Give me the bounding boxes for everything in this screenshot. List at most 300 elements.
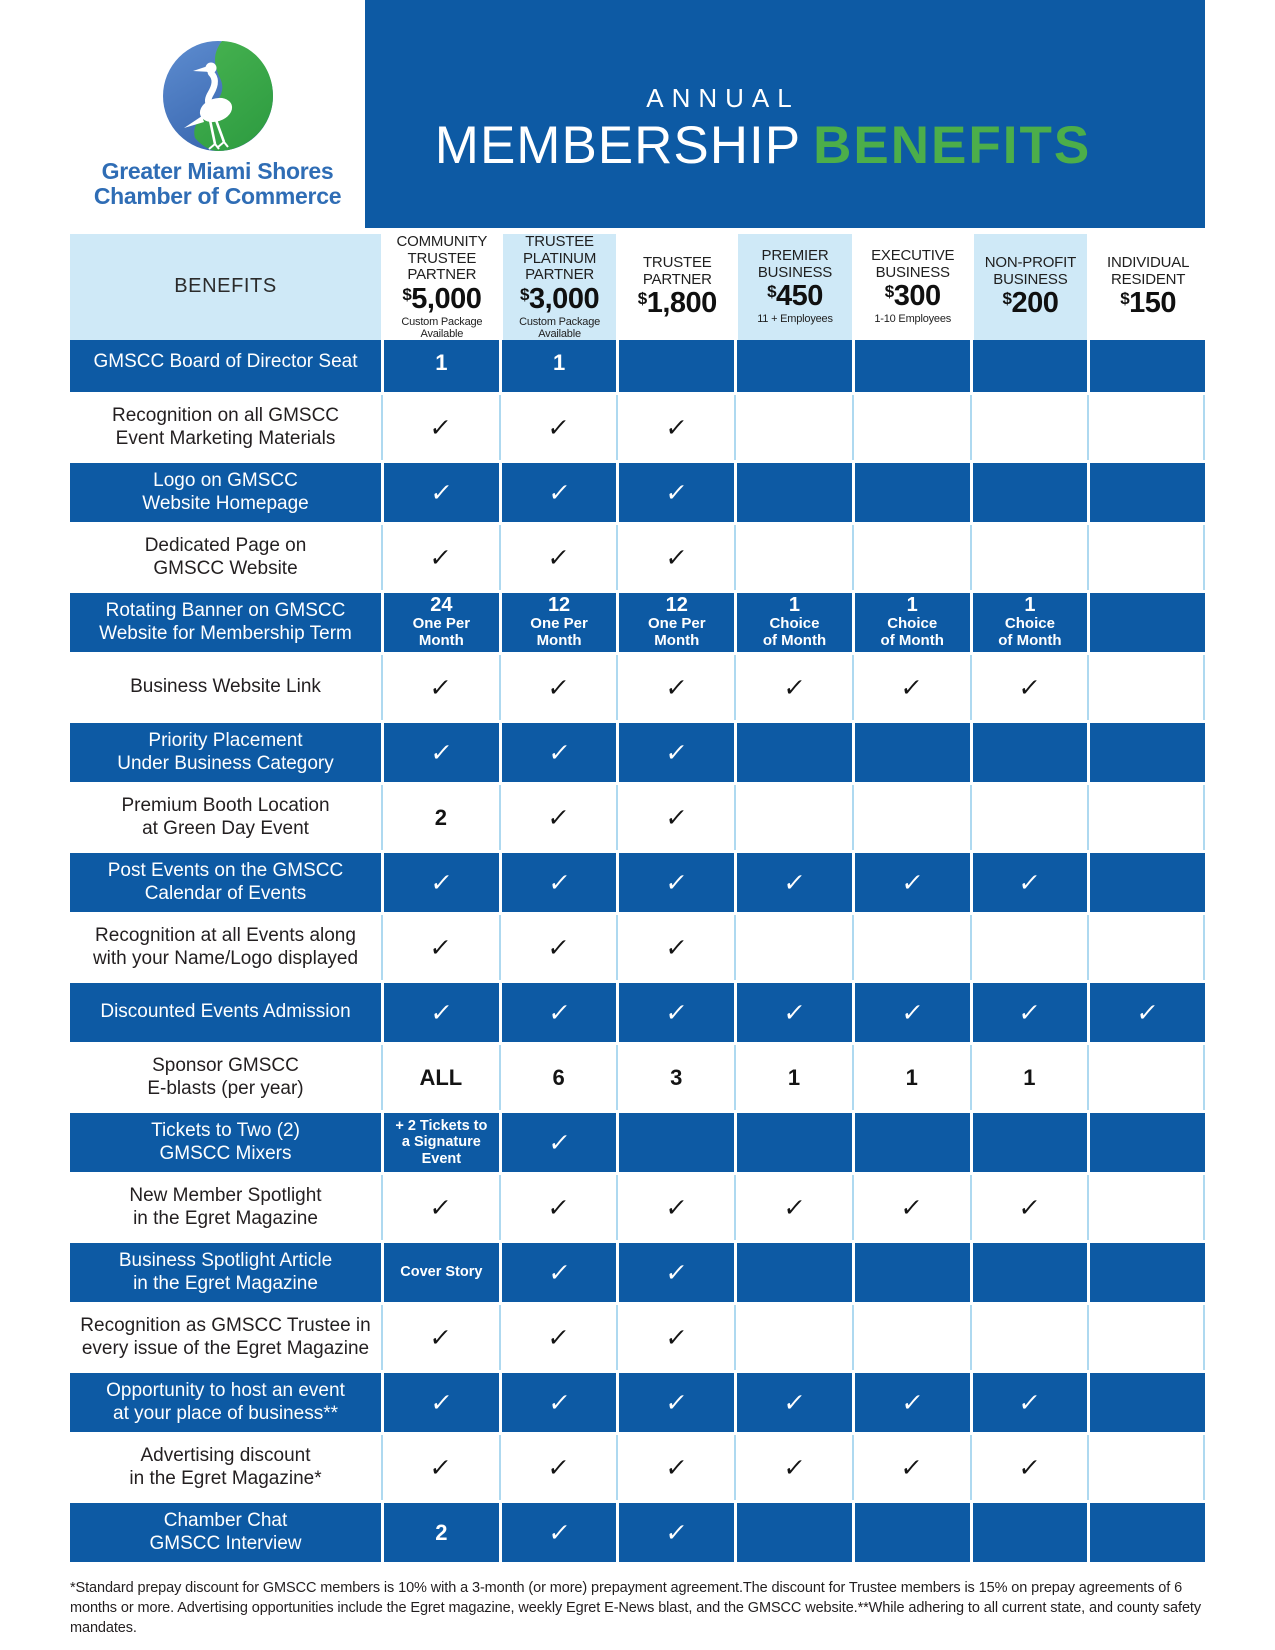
benefit-label-line: in the Egret Magazine	[133, 1207, 318, 1229]
check-cell	[499, 1305, 617, 1370]
benefit-label-line: Chamber Chat	[163, 1510, 288, 1532]
value-cell	[381, 333, 499, 392]
value-cell	[616, 593, 734, 652]
value-cell	[852, 593, 970, 652]
check-icon: ✓	[428, 478, 454, 507]
column-note: Custom Package Available	[401, 315, 483, 340]
benefit-label	[70, 655, 381, 720]
empty-cell	[616, 1113, 734, 1172]
check-icon: ✓	[663, 1193, 689, 1222]
empty-cell	[1087, 395, 1205, 460]
cell-value-line: One Per	[648, 615, 706, 633]
check-cell	[616, 1305, 734, 1370]
value-cell	[970, 593, 1088, 652]
check-cell	[616, 1175, 734, 1240]
empty-cell	[852, 1243, 970, 1302]
empty-cell	[1087, 723, 1205, 782]
check-cell	[381, 525, 499, 590]
column-name-line: PARTNER	[642, 270, 712, 288]
cell-value-line: of Month	[762, 632, 827, 649]
check-cell	[381, 463, 499, 522]
check-icon: ✓	[546, 868, 572, 897]
check-icon: ✓	[546, 1323, 572, 1352]
benefit-label-line: Business Website Link	[130, 676, 321, 698]
benefit-label	[70, 1435, 381, 1500]
cell-value-line: 1	[435, 349, 448, 375]
check-cell	[499, 1175, 617, 1240]
cell-value-line: 1	[905, 1064, 918, 1090]
check-icon: ✓	[546, 1258, 572, 1287]
value-cell	[734, 593, 852, 652]
cell-value-line: One Per	[412, 615, 471, 633]
check-icon: ✓	[664, 1518, 690, 1547]
currency-symbol: $	[637, 289, 647, 309]
check-cell	[616, 983, 734, 1042]
benefit-label-line: E-blasts (per year)	[147, 1077, 304, 1099]
check-cell	[381, 853, 499, 912]
benefit-label	[70, 853, 381, 912]
benefit-row	[70, 1500, 1205, 1565]
check-cell	[499, 1373, 617, 1432]
cell-value-line: Month	[536, 632, 582, 649]
benefit-label-line: Website Homepage	[142, 492, 309, 514]
check-cell	[734, 1373, 852, 1432]
column-header-5	[852, 234, 970, 340]
column-name-line: BUSINESS	[875, 263, 950, 281]
cell-value	[905, 1064, 918, 1090]
benefit-row	[70, 1045, 1205, 1110]
benefit-row	[70, 785, 1205, 850]
benefit-row	[70, 395, 1205, 460]
benefit-label-line: Recognition as GMSCC Trustee in	[80, 1315, 371, 1337]
column-header-1	[381, 234, 499, 340]
empty-cell	[734, 1503, 852, 1562]
benefit-label-line: at Green Day Event	[142, 817, 309, 839]
empty-cell	[734, 333, 852, 392]
banner-eyebrow: ANNUAL	[646, 82, 800, 113]
column-name-line: BUSINESS	[757, 263, 833, 281]
currency-symbol: $	[884, 282, 894, 302]
check-cell	[852, 983, 970, 1042]
banner-title-benefits: BENEFITS	[813, 115, 1092, 175]
cell-value	[435, 1519, 448, 1545]
column-name	[523, 234, 596, 284]
check-icon: ✓	[664, 998, 690, 1027]
check-icon: ✓	[428, 1453, 454, 1482]
check-icon: ✓	[899, 998, 925, 1027]
check-cell	[616, 853, 734, 912]
check-icon: ✓	[546, 673, 572, 702]
check-cell	[616, 655, 734, 720]
benefit-label-line: Logo on GMSCC	[153, 470, 298, 492]
value-cell	[381, 1503, 499, 1562]
benefit-label	[70, 1243, 381, 1302]
check-cell	[852, 655, 970, 720]
value-cell	[734, 1045, 852, 1110]
check-icon: ✓	[428, 673, 454, 702]
cell-value	[648, 595, 706, 650]
cell-value-line: Month	[418, 632, 464, 649]
benefit-label-line: Premium Booth Location	[121, 795, 330, 817]
check-icon: ✓	[546, 738, 572, 767]
cell-value-line: Cover Story	[400, 1264, 483, 1281]
cell-value-line: One Per	[530, 615, 588, 633]
empty-cell	[970, 723, 1088, 782]
benefit-label-line: GMSCC Interview	[149, 1532, 302, 1554]
benefit-label-line: Discounted Events Admission	[100, 1001, 351, 1023]
benefit-label-line: New Member Spotlight	[129, 1185, 322, 1207]
currency-symbol: $	[402, 284, 412, 304]
cell-value-line: Event	[421, 1150, 462, 1167]
check-icon: ✓	[664, 478, 690, 507]
check-icon: ✓	[1017, 998, 1043, 1027]
column-name-line: TRUSTEE	[525, 233, 594, 250]
check-icon: ✓	[899, 1453, 925, 1482]
column-name	[643, 255, 712, 288]
check-cell	[616, 1503, 734, 1562]
benefit-row	[70, 460, 1205, 525]
cell-value	[413, 595, 471, 650]
check-icon: ✓	[546, 1193, 572, 1222]
check-cell	[381, 1435, 499, 1500]
empty-cell	[1087, 915, 1205, 980]
check-icon: ✓	[1016, 673, 1042, 702]
empty-cell	[852, 463, 970, 522]
check-cell	[734, 655, 852, 720]
value-cell	[616, 1045, 734, 1110]
benefit-label-line: GMSCC Mixers	[159, 1142, 292, 1164]
empty-cell	[852, 785, 970, 850]
check-cell	[852, 853, 970, 912]
benefit-label-line: at your place of business**	[113, 1402, 338, 1424]
empty-cell	[970, 1113, 1088, 1172]
check-icon: ✓	[428, 933, 454, 962]
benefit-label-line: Recognition at all Events along	[95, 925, 356, 947]
cell-value-line: ALL	[419, 1064, 463, 1090]
benefit-row	[70, 980, 1205, 1045]
check-icon: ✓	[546, 933, 572, 962]
check-cell	[970, 983, 1088, 1042]
empty-cell	[1087, 655, 1205, 720]
logo-name-line2: Chamber of Commerce	[93, 182, 342, 209]
cell-value-line: 1	[906, 594, 918, 617]
check-icon: ✓	[781, 1388, 808, 1417]
check-icon: ✓	[546, 1128, 572, 1157]
column-header-7	[1087, 234, 1205, 340]
benefit-label	[70, 395, 381, 460]
benefit-label	[70, 915, 381, 980]
check-icon: ✓	[546, 543, 572, 572]
check-cell	[499, 915, 617, 980]
logo-wordmark	[94, 159, 341, 208]
cell-value	[400, 1264, 482, 1280]
benefit-label-line: Opportunity to host an event	[106, 1380, 345, 1402]
check-cell	[616, 1373, 734, 1432]
benefit-row	[70, 850, 1205, 915]
column-name-line: RESIDENT	[1111, 270, 1186, 288]
cell-value-line: 3	[670, 1064, 683, 1090]
check-icon: ✓	[546, 998, 572, 1027]
benefits-column-header: BENEFITS	[70, 234, 381, 340]
benefit-label-line: Recognition on all GMSCC	[111, 405, 340, 427]
value-cell	[852, 1045, 970, 1110]
column-name	[871, 248, 954, 281]
cell-value-line: 1	[1024, 594, 1036, 617]
check-cell	[381, 395, 499, 460]
check-icon: ✓	[663, 673, 689, 702]
empty-cell	[1087, 1503, 1205, 1562]
benefit-label-line: Post Events on the GMSCC	[107, 860, 344, 882]
currency-symbol: $	[520, 284, 529, 304]
header-banner	[365, 0, 1205, 228]
benefit-label	[70, 723, 381, 782]
check-icon: ✓	[663, 933, 689, 962]
benefit-row	[70, 1110, 1205, 1175]
check-icon: ✓	[781, 868, 808, 897]
empty-cell	[852, 333, 970, 392]
check-cell	[852, 1175, 970, 1240]
empty-cell	[1087, 1243, 1205, 1302]
check-icon: ✓	[428, 1388, 454, 1417]
check-icon: ✓	[899, 1193, 925, 1222]
empty-cell	[616, 333, 734, 392]
column-note: Custom Package Available	[519, 315, 601, 340]
check-cell	[616, 1243, 734, 1302]
banner-title	[434, 115, 1092, 175]
empty-cell	[852, 1113, 970, 1172]
empty-cell	[734, 463, 852, 522]
empty-cell	[970, 1503, 1088, 1562]
benefit-label-line: with your Name/Logo displayed	[92, 947, 359, 969]
cell-value-line: Choice	[1004, 615, 1055, 633]
table-header-row	[70, 233, 1205, 340]
check-icon: ✓	[428, 998, 454, 1027]
banner-title-membership: MEMBERSHIP	[434, 115, 802, 175]
benefit-label-line: Website for Membership Term	[99, 622, 352, 644]
cell-value-line: 12	[665, 594, 688, 617]
benefit-label-line: Event Marketing Materials	[115, 427, 336, 449]
check-cell	[499, 1243, 617, 1302]
column-note: 11 + Employees	[757, 313, 833, 326]
empty-cell	[1087, 785, 1205, 850]
cell-value-line: 6	[552, 1064, 565, 1090]
benefit-label	[70, 1503, 381, 1562]
benefit-row	[70, 1435, 1205, 1500]
column-name	[1107, 255, 1189, 288]
cell-value	[419, 1064, 463, 1090]
column-price: $150	[1120, 287, 1177, 320]
value-cell	[381, 785, 499, 850]
check-cell	[616, 463, 734, 522]
column-name-line: PARTNER	[407, 266, 477, 283]
empty-cell	[852, 915, 970, 980]
check-icon: ✓	[428, 1193, 454, 1222]
benefit-label	[70, 463, 381, 522]
benefit-label-line: Tickets to Two (2)	[151, 1120, 300, 1142]
benefit-label-line: GMSCC Board of Director Seat	[93, 351, 358, 373]
column-header-6	[970, 234, 1088, 340]
value-cell	[970, 1045, 1088, 1110]
check-cell	[734, 1435, 852, 1500]
column-header-3	[616, 234, 734, 340]
cell-value-line: + 2 Tickets to	[395, 1118, 488, 1135]
benefit-label-line: Dedicated Page on	[144, 535, 307, 557]
check-icon: ✓	[546, 1388, 572, 1417]
check-icon: ✓	[546, 413, 572, 442]
check-cell	[970, 1175, 1088, 1240]
cell-value	[530, 595, 588, 650]
check-icon: ✓	[546, 1453, 572, 1482]
empty-cell	[970, 463, 1088, 522]
empty-cell	[734, 1243, 852, 1302]
check-cell	[734, 983, 852, 1042]
check-cell	[734, 853, 852, 912]
check-icon: ✓	[664, 738, 690, 767]
empty-cell	[970, 395, 1088, 460]
benefit-row	[70, 655, 1205, 720]
empty-cell	[970, 333, 1088, 392]
empty-cell	[970, 1243, 1088, 1302]
empty-cell	[970, 525, 1088, 590]
benefits-table	[70, 234, 1205, 1565]
empty-cell	[1087, 1045, 1205, 1110]
benefit-label-line: Business Spotlight Article	[118, 1250, 333, 1272]
empty-cell	[852, 723, 970, 782]
cell-value-line: Choice	[769, 615, 820, 633]
check-cell	[499, 983, 617, 1042]
benefit-label	[70, 1045, 381, 1110]
check-icon: ✓	[664, 1258, 690, 1287]
check-icon: ✓	[663, 803, 689, 832]
empty-cell	[1087, 1175, 1205, 1240]
cell-value-line: Month	[654, 632, 700, 649]
column-name	[985, 255, 1076, 288]
empty-cell	[852, 525, 970, 590]
check-icon: ✓	[781, 998, 808, 1027]
chamber-logo	[70, 0, 365, 230]
cell-value	[881, 595, 944, 650]
check-cell	[499, 1435, 617, 1500]
check-cell	[381, 1175, 499, 1240]
empty-cell	[734, 1113, 852, 1172]
benefit-label-line: every issue of the Egret Magazine	[81, 1337, 370, 1359]
column-header-2	[499, 234, 617, 340]
benefit-label-line: Calendar of Events	[144, 882, 307, 904]
benefit-row	[70, 720, 1205, 785]
check-icon: ✓	[546, 803, 572, 832]
benefit-row	[70, 1175, 1205, 1240]
check-icon: ✓	[428, 868, 454, 897]
cell-value	[552, 349, 566, 375]
benefit-label	[70, 593, 381, 652]
empty-cell	[970, 915, 1088, 980]
column-price: $3,000	[520, 282, 600, 315]
column-note: 1-10 Employees	[874, 313, 952, 326]
check-icon: ✓	[781, 1453, 807, 1482]
check-cell	[616, 723, 734, 782]
column-name-line: PREMIER	[761, 247, 829, 265]
check-cell	[499, 723, 617, 782]
benefit-label-line: Sponsor GMSCC	[152, 1055, 299, 1077]
benefit-label	[70, 1373, 381, 1432]
check-icon: ✓	[428, 1323, 454, 1352]
check-cell	[499, 655, 617, 720]
empty-cell	[1087, 853, 1205, 912]
benefit-label-line: Advertising discount	[140, 1445, 311, 1467]
benefit-label	[70, 333, 381, 392]
check-cell	[381, 1373, 499, 1432]
check-cell	[499, 853, 617, 912]
table-body	[70, 330, 1205, 1565]
check-icon: ✓	[664, 1388, 690, 1417]
check-icon: ✓	[1017, 1388, 1043, 1417]
cell-value	[670, 1064, 683, 1090]
check-icon: ✓	[1016, 1193, 1042, 1222]
check-cell	[499, 525, 617, 590]
column-name-line: BUSINESS	[993, 270, 1068, 288]
benefit-label-line: in the Egret Magazine	[133, 1272, 318, 1294]
check-cell	[381, 1305, 499, 1370]
benefit-label-line: GMSCC Website	[153, 557, 298, 579]
cell-value-line: 2	[435, 1519, 448, 1545]
check-cell	[852, 1373, 970, 1432]
empty-cell	[1087, 1113, 1205, 1172]
column-price: $300	[884, 280, 941, 313]
check-icon: ✓	[663, 1323, 689, 1352]
cell-value	[787, 1064, 801, 1090]
check-cell	[1087, 983, 1205, 1042]
check-cell	[616, 915, 734, 980]
check-icon: ✓	[663, 1453, 689, 1482]
check-icon: ✓	[1135, 998, 1161, 1027]
benefit-row	[70, 1370, 1205, 1435]
benefit-label	[70, 1113, 381, 1172]
check-icon: ✓	[428, 738, 454, 767]
column-header-4	[734, 234, 852, 340]
check-icon: ✓	[1016, 1453, 1042, 1482]
check-icon: ✓	[899, 1388, 925, 1417]
benefit-label	[70, 1305, 381, 1370]
cell-value-line: 2	[434, 804, 447, 830]
value-cell	[381, 593, 499, 652]
cell-value-line: a Signature	[401, 1134, 481, 1151]
currency-symbol: $	[767, 282, 777, 302]
column-price: $1,800	[637, 287, 717, 320]
column-name-line: NON-PROFIT	[984, 254, 1077, 272]
benefit-row	[70, 1305, 1205, 1370]
check-icon: ✓	[546, 478, 572, 507]
cell-value-line: 1	[788, 594, 801, 617]
check-icon: ✓	[664, 868, 690, 897]
check-icon: ✓	[781, 1193, 807, 1222]
empty-cell	[734, 1305, 852, 1370]
empty-cell	[734, 525, 852, 590]
empty-cell	[970, 785, 1088, 850]
cell-value	[1023, 1064, 1036, 1090]
empty-cell	[1087, 1305, 1205, 1370]
empty-cell	[1087, 593, 1205, 652]
check-cell	[616, 785, 734, 850]
benefit-label	[70, 983, 381, 1042]
benefit-label-line: in the Egret Magazine*	[129, 1467, 322, 1489]
column-name	[758, 248, 832, 281]
check-cell	[970, 655, 1088, 720]
currency-symbol: $	[1002, 289, 1012, 309]
column-name-line: EXECUTIVE	[871, 247, 955, 265]
cell-value-line: 1	[552, 349, 566, 375]
column-name-line: PLATINUM	[522, 249, 597, 267]
benefit-row	[70, 1240, 1205, 1305]
